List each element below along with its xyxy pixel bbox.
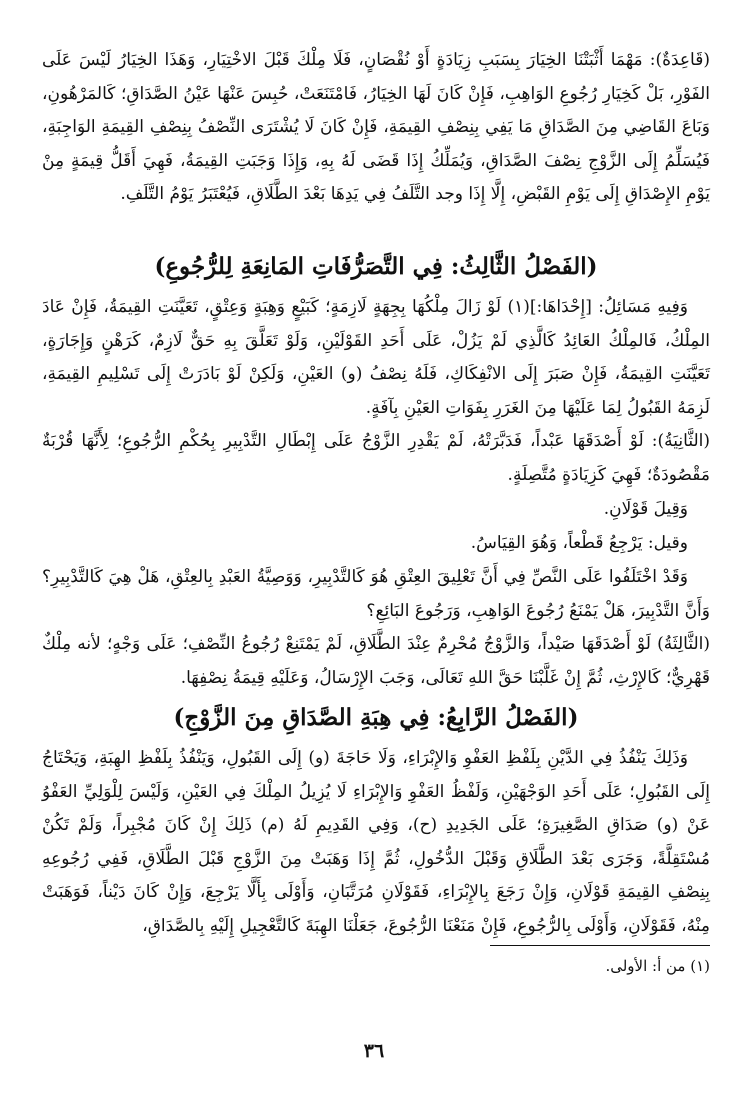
footnote-divider bbox=[490, 945, 710, 946]
section-heading-third-chapter: (الفَصْلُ الثَّالِثُ: فِي التَّصَرُّفَاتِ المَانِعَةِ لِلرُّجُوعِ) bbox=[154, 253, 598, 280]
paragraph-issue-three: (الثَّالِثَةُ) لَوْ أَصْدَقَهَا صَيْداً، وَالزَّوْجُ مُحْرِمٌ عِنْدَ الطَّلَاقِ، لَمْ يَمْتَنِعْ رُجُوعُ النِّصْفِ؛ عَلَى وَجْهٍ؛ لأنه مِلْكٌ قَهْرِيٌّ؛ كَالإِرْثِ، ثُمَّ إِنْ غَلَّبْنَا حَقَّ اللهِ تَعَالَى، وَجَبَ الإِرْسَالُ، وَعَلَيْهِ قِيمَةُ نِصْفِهَا. bbox=[42, 634, 710, 688]
paragraph-opinion-two-sayings: وَقِيلَ قَوْلَانِ. bbox=[603, 499, 688, 519]
paragraph-rule: (قَاعِدَةٌ): مَهْمَا أَثْبَتْنَا الخِيَارَ بِسَبَبِ زِيَادَةٍ أَوْ نُقْصَانٍ، فَلَا مِلْكَ قَبْلَ الاخْتِيَارِ، وَهَذَا الخِيَارُ لَيْسَ عَلَى الفَوْرِ، بَلْ كَخِيَارِ رُجُوعِ الوَاهِبِ، فَإِنْ كَانَ لَهَا الخِيَارُ، فَامْتَنَعَتْ، حُبِسَ عَنْهَا عَيْنُ الصَّدَاقِ؛ كَالمَرْهُونِ، وَبَاعَ القَاضِي مِنَ الصَّدَاقِ مَا يَفِي بِنِصْفِ القِيمَةِ، فَإِنْ كَانَ لَا يُشْتَرَى النِّصْفُ بِنِصْفِ القِيمَةِ الوَاجِبَةِ، فَيُسَلِّمُ إِلَى الزَّوْجِ نِصْفَ الصَّدَاقِ، وَيُمَلِّكُ إِذَا قَضَى لَهُ بِهِ، وَإِذَا وَجَبَتِ القِيمَةُ، فَهِيَ أَقَلُّ قِيمَةٍ مِنْ يَوْمِ الإِصْدَاقِ إِلَى يَوْمِ القَبْضِ، إِلَّا إِذَا وجد التَّلَفُ فِي يَدِهَا بَعْدَ الطَّلَاقِ، فَيُعْتَبَرُ يَوْمُ التَّلَفِ. bbox=[42, 50, 711, 204]
footnote: (١) من أ: الأولى. bbox=[605, 957, 710, 975]
paragraph-opinion-returns: وقيل: يَرْجِعُ قَطْعاً، وَهُوَ القِيَاسُ. bbox=[470, 533, 688, 553]
paragraph-issue-two: (الثَّانِيَةُ): لَوْ أَصْدَقَهَا عَبْداً، فَدَبَّرَتْهُ، لَمْ يَقْدِرِ الزَّوْجُ عَلَى إِبْطَالِ التَّدْبِيرِ بِحُكْمِ الرُّجُوعِ؛ لِأَنَّهَا قُرْبَةٌ مَقْصُودَةٌ؛ فَهِيَ كَزِيَادَةٍ مُتَّصِلَةٍ. bbox=[42, 431, 710, 485]
paragraph-dowry-gift: وَذَلِكَ يَنْفُذُ فِي الدَّيْنِ بِلَفْظِ العَفْوِ وَالإِبْرَاءِ، وَلَا حَاجَةَ (و) إِلَى القَبُولِ، وَيَنْفُذُ بِلَفْظِ الهِبَةِ، وَيَحْتَاجُ إِلَى القَبُولِ؛ عَلَى أَحَدِ الوَجْهَيْنِ، وَلَفْظُ العَفْوِ وَالإِبْرَاءِ لَا يُزِيلُ المِلْكَ فِي العَيْنِ، وَلَيْسَ لِلْوَلِيِّ العَفْوُ عَنْ (و) صَدَاقِ الصَّغِيرَةِ؛ عَلَى الجَدِيدِ (ح)، وَفِي القَدِيمِ لَهُ (م) ذَلِكَ إِنْ كَانَ مُجْبِراً، وَلَمْ تَكُنْ مُسْتَقِلَّةً، وَجَرَى بَعْدَ الطَّلَاقِ وَقَبْلَ الدُّخُولِ، ثُمَّ إِذَا وَهَبَتْ مِنَ الزَّوْجِ قَبْلَ الطَّلَاقِ، فَفِي رُجُوعِهِ بِنِصْفِ القِيمَةِ قَوْلَانِ، وَإِنْ رَجَعَ بِالإِبْرَاءِ، فَقَوْلَانِ مُرَتَّبَانِ، وَأَوْلَى بِأَلَّا يَرْجِعَ، وَإِنْ كَانَ دَيْناً، فَوَهَبَتْ مِنْهُ، فَقَوْلَانِ، وَأَوْلَى بِالرُّجُوعِ، فَإِنْ مَنَعْنَا الرُّجُوعَ، جَعَلْنَا الهِبَةَ كَالتَّعْجِيلِ إِلَيْهِ بِالصَّدَاقِ، bbox=[42, 748, 710, 936]
page-number: ٣٦ bbox=[363, 1040, 385, 1062]
section-heading-fourth-chapter: (الفَصْلُ الرَّابِعُ: فِي هِبَةِ الصَّدَاقِ مِنَ الزَّوْجِ) bbox=[173, 704, 579, 731]
paragraph-issue-one: وَفِيهِ مَسَائِلُ: [إِحْدَاهَا:](١) لَوْ زَالَ مِلْكُهَا بِجِهَةٍ لَازِمَةٍ؛ كَبَيْعٍ وَهِبَةٍ وَعِتْقٍ، تَعَيَّنَتِ القِيمَةُ، فَإِنْ عَادَ المِلْكُ، فَالمِلْكُ العَائِدُ كَالَّذِي لَمْ يَزُلْ، عَلَى أَحَدِ القَوْلَيْنِ، وَلَوْ تَعَلَّقَ بِهِ حَقٌّ لَازِمٌ، كَرَهْنٍ وَإِجَارَةٍ، تَعَيَّنَتِ القِيمَةُ، فَإِنْ صَبَرَ إِلَى الانْفِكَاكِ، فَلَهُ نِصْفُ (و) العَيْنِ، وَلَكِنْ لَوْ بَادَرَتْ إِلَى تَسْلِيمِ القِيمَةِ، لَزِمَهُ القَبُولُ لِمَا عَلَيْهَا مِنَ الغَرَرِ بِفَوَاتِ العَيْنِ بِآفَةٍ. bbox=[42, 297, 710, 418]
paragraph-disagreement: وَقَدْ اخْتَلَفُوا عَلَى النَّصِّ فِي أَنَّ تَعْلِيقَ العِتْقِ هُوَ كَالتَّدْبِيرِ، وَوَصِيَّةُ العَبْدِ بِالعِتْقِ، هَلْ هِيَ كَالتَّدْبِيرِ؟ وَأَنَّ التَّدْبِيرَ، هَلْ يَمْنَعُ رُجُوعَ الوَاهِبِ، وَرَجُوعَ البَائِعِ؟ bbox=[42, 567, 710, 621]
